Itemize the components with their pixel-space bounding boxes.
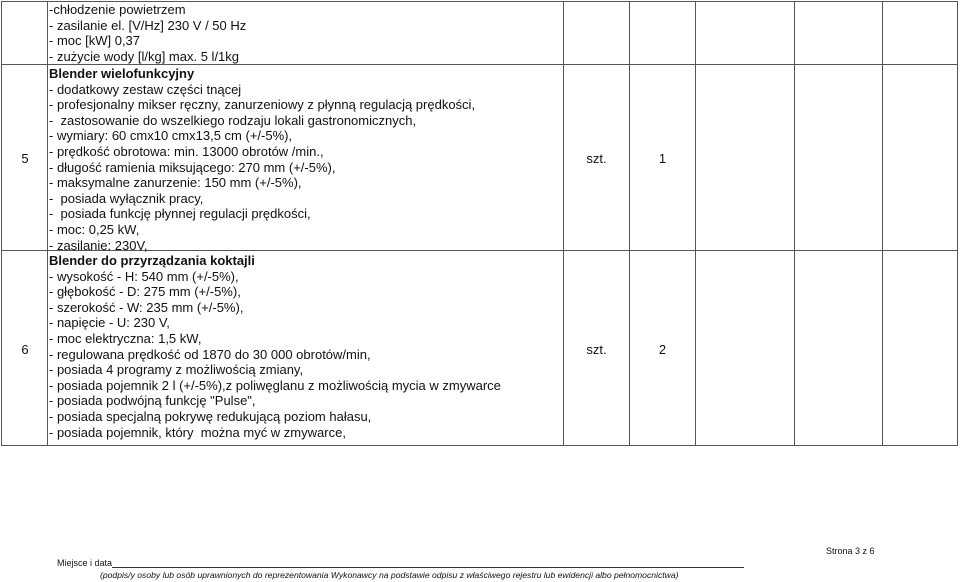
row-number: 5 [21, 151, 29, 166]
items-table [1, 1, 958, 446]
row-unit: szt. [586, 342, 607, 357]
row-number: 6 [21, 342, 29, 357]
row-description: Blender wielofunkcyjny - dodatkowy zestaw części tnącej - profesjonalny mikser ręczny, zanurzeniowy z płynną regulacją prędkości, - zastosowanie do wszelkiego rodzaju lokali gastronomicznych, - wymiary: 60 cmx10 cmx13,5 cm (+/-5%), - prędkość obrotowa: min. 13000 obrotów /min., - długość ramienia miksującego: 270 mm (+/-5%), - maksymalne zanurzenie: 150 mm (+/-5%), - posiada wyłącznik pracy, - posiada funkcję płynnej regulacji prędkości, - moc: 0,25 kW, - zasilanie: 230V, [49, 66, 476, 253]
row-unit: szt. [586, 151, 607, 166]
row-description: Blender do przyrządzania koktajli - wysokość - H: 540 mm (+/-5%), - głębokość - D: 275 mm (+/-5%), - szerokość - W: 235 mm (+/-5%), - napięcie - U: 230 V, - moc elektryczna: 1,5 kW, - regulowana prędkość od 1870 do 30 000 obrotów/min, - posiada 4 programy z możliwością zmiany, - posiada pojemnik 2 l (+/-5%),z poliwęglanu z możliwością mycia w zmywarce - posiada podwójną funkcję "Pulse", - posiada specjalną pokrywę redukującą poziom hałasu, - posiada pojemnik, który można myć w zmywarce, [49, 253, 501, 440]
row-quantity: 2 [658, 342, 667, 357]
row-prev-description: -chłodzenie powietrzem - zasilanie el. [V/Hz] 230 V / 50 Hz - moc [kW] 0,37 - zużycie wody [l/kg] max. 5 l/1kg [49, 2, 247, 64]
signature-caption: (podpis/y osoby lub osób uprawnionych do reprezentowania Wykonawcy na podstawie odpisu z właściwego rejestru lub ewidencji albo pełnomocnictwa) [100, 570, 679, 580]
place-date-label: Miejsce i data [57, 558, 113, 568]
page-number: Strona 3 z 6 [826, 546, 875, 556]
row-quantity: 1 [658, 151, 667, 166]
place-date-line[interactable] [112, 567, 744, 568]
